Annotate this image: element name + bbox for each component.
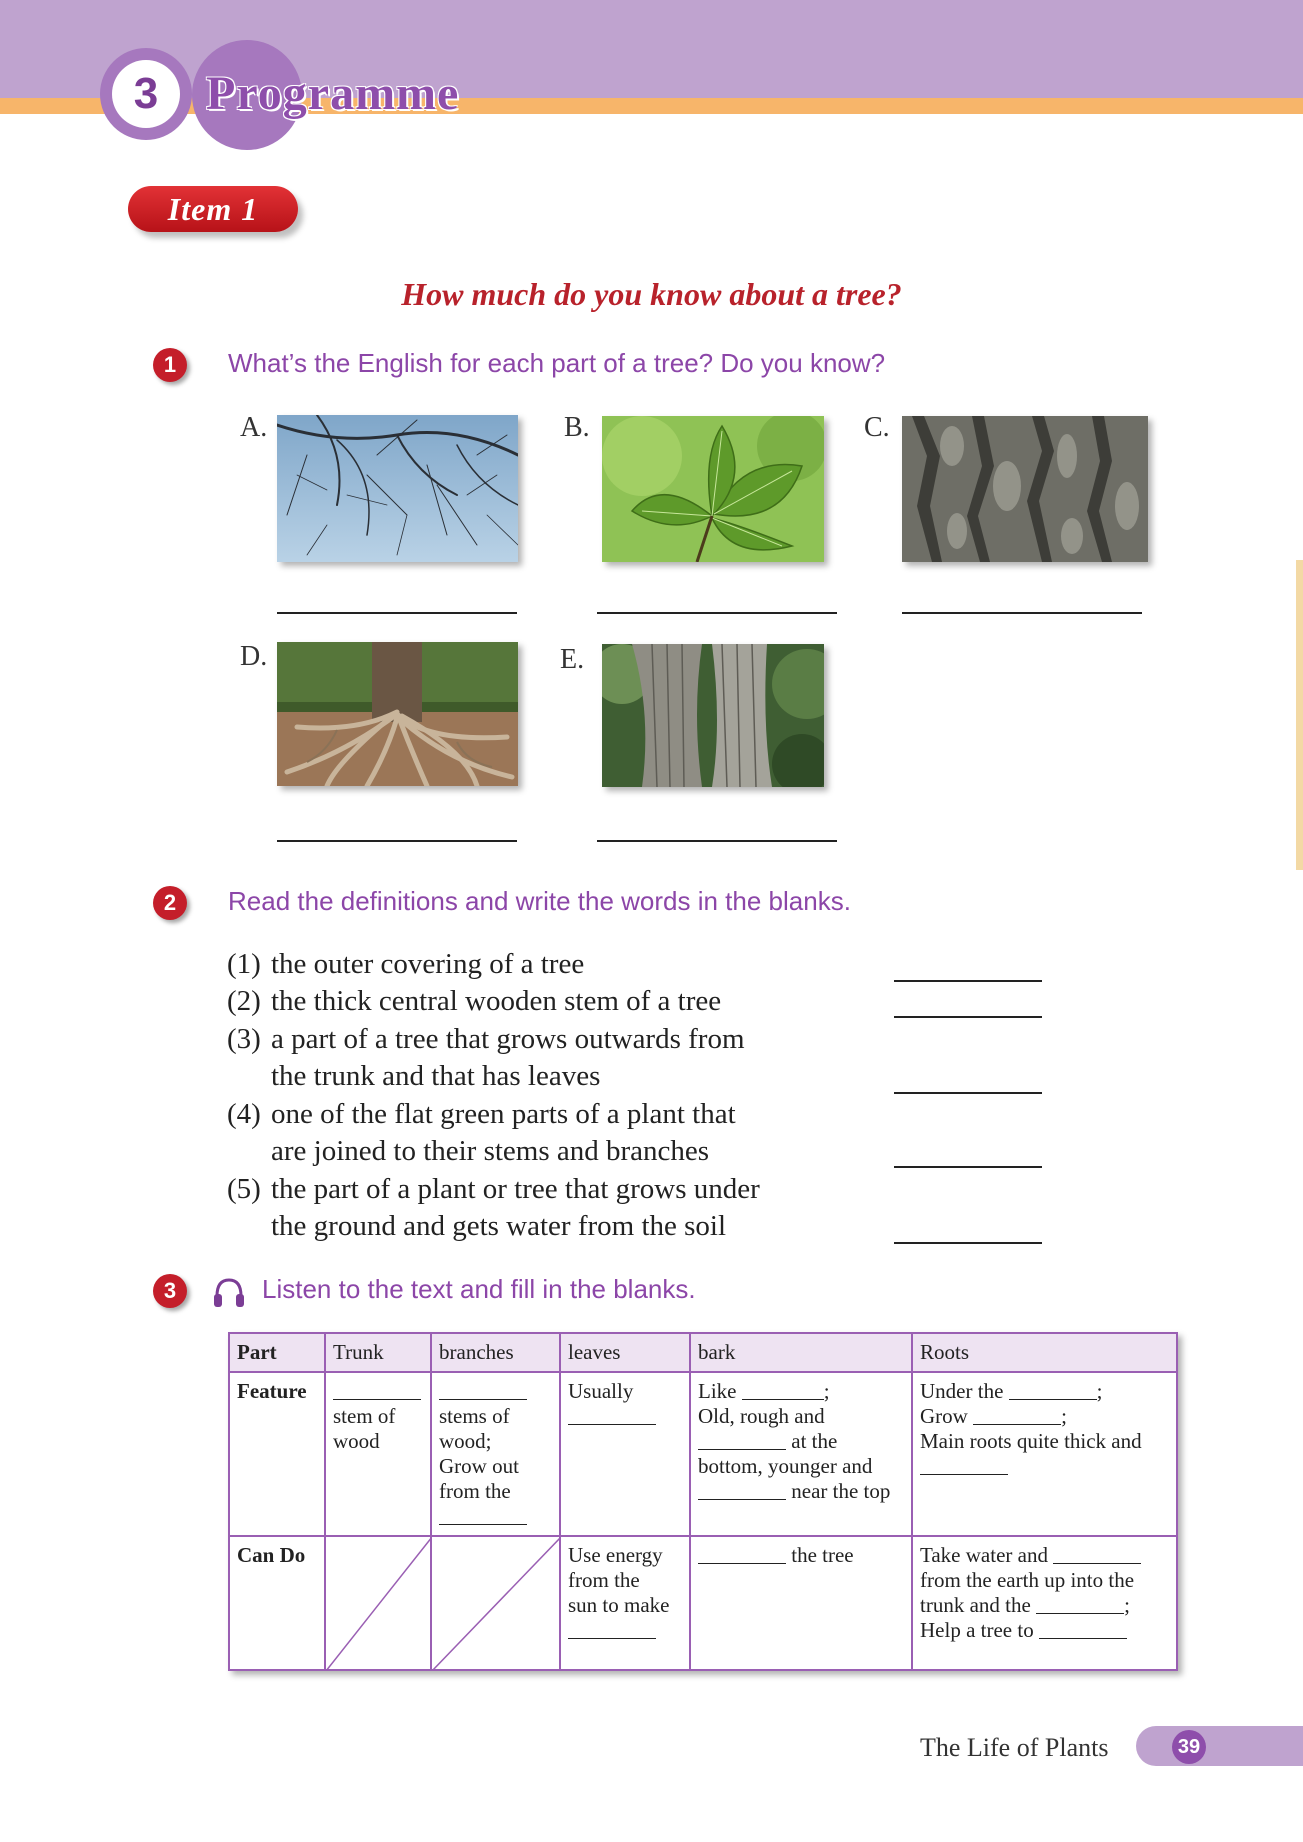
definition-number: (2) [227, 985, 261, 1017]
leaves-photo [602, 416, 824, 562]
header-part: Part [229, 1333, 325, 1372]
definition-number: (1) [227, 948, 261, 980]
trunk-photo [602, 644, 824, 787]
cell-trunk-feature: stem of wood [325, 1372, 431, 1536]
definition-text: one of the flat green parts of a plant that [271, 1098, 736, 1130]
definition-text: the part of a plant or tree that grows under [271, 1173, 760, 1205]
blank[interactable] [333, 1379, 421, 1400]
page-edge-tab [1296, 560, 1303, 870]
answer-blank-c[interactable] [902, 612, 1142, 614]
cell-roots-can-do: Take water and from the earth up into the trunk and the ; Help a tree to [912, 1536, 1177, 1670]
blank[interactable] [698, 1429, 786, 1450]
definition-number: (5) [227, 1173, 261, 1205]
unit-number: 3 [112, 60, 180, 128]
definition-1 [227, 946, 584, 983]
footer-title: The Life of Plants [920, 1733, 1109, 1762]
page-number: 39 [1172, 1730, 1206, 1764]
blank[interactable] [920, 1454, 1008, 1475]
cell-bark-feature: Like ; Old, rough and at the bottom, younger and near the top [690, 1372, 912, 1536]
definition-2 [227, 983, 721, 1020]
blank[interactable] [1036, 1593, 1124, 1614]
definition-text: are joined to their stems and branches [271, 1135, 710, 1167]
section-1-marker: 1 [153, 348, 187, 382]
table-row-can-do [229, 1536, 1177, 1670]
photo-d-label: D. [240, 641, 268, 672]
blank[interactable] [439, 1504, 527, 1525]
definition-text: the trunk and that has leaves [271, 1060, 601, 1092]
header-branches: branches [431, 1333, 560, 1372]
section-2-marker: 2 [153, 886, 187, 920]
photo-e-label: E. [560, 644, 585, 675]
definition-5 [227, 1171, 760, 1245]
blank[interactable] [1053, 1543, 1141, 1564]
definition-3 [227, 1021, 745, 1095]
definition-1-blank[interactable] [894, 980, 1042, 982]
table-row-feature [229, 1372, 1177, 1536]
definition-5-blank[interactable] [894, 1242, 1042, 1244]
page-title: Programme [206, 67, 460, 120]
section-1-instruction: What’s the English for each part of a tree? Do you know? [228, 348, 886, 378]
roots-photo [277, 642, 518, 786]
table-header-row [229, 1333, 1177, 1372]
cell-branches-can-do-empty [431, 1536, 560, 1670]
definition-3-blank[interactable] [894, 1092, 1042, 1094]
blank[interactable] [698, 1543, 786, 1564]
photo-c-label: C. [864, 412, 890, 443]
row-label-can-do: Can Do [229, 1536, 325, 1670]
answer-blank-a[interactable] [277, 612, 517, 614]
branches-photo [277, 415, 518, 562]
blank[interactable] [742, 1379, 824, 1400]
bark-photo [902, 416, 1148, 562]
footer-pill [1136, 1726, 1303, 1766]
definition-text: the thick central wooden stem of a tree [271, 985, 722, 1017]
blank[interactable] [1039, 1618, 1127, 1639]
item-label: Item 1 [128, 186, 298, 232]
headphones-icon [212, 1276, 246, 1315]
section-3-marker: 3 [153, 1274, 187, 1308]
answer-blank-d[interactable] [277, 840, 517, 842]
definition-4 [227, 1096, 736, 1170]
definition-text: the outer covering of a tree [271, 948, 585, 980]
definition-2-blank[interactable] [894, 1016, 1042, 1018]
definition-number: (3) [227, 1023, 261, 1055]
definition-text: a part of a tree that grows outwards from [271, 1023, 745, 1055]
row-label-feature: Feature [229, 1372, 325, 1536]
cell-leaves-feature: Usually [560, 1372, 690, 1536]
definition-text: the ground and gets water from the soil [271, 1210, 727, 1242]
cell-trunk-can-do-empty [325, 1536, 431, 1670]
header-leaves: leaves [560, 1333, 690, 1372]
blank[interactable] [698, 1479, 786, 1500]
cell-branches-feature: stems of wood; Grow out from the [431, 1372, 560, 1536]
answer-blank-e[interactable] [597, 840, 837, 842]
definition-number: (4) [227, 1098, 261, 1130]
definition-4-blank[interactable] [894, 1166, 1042, 1168]
cell-leaves-can-do: Use energy from the sun to make [560, 1536, 690, 1670]
header-roots: Roots [912, 1333, 1177, 1372]
blank[interactable] [1009, 1379, 1097, 1400]
main-question: How much do you know about a tree? [401, 276, 902, 312]
answer-blank-b[interactable] [597, 612, 837, 614]
photo-a-label: A. [240, 412, 268, 443]
section-2-instruction: Read the definitions and write the words in the blanks. [228, 886, 851, 916]
section-3-instruction: Listen to the text and fill in the blanks. [262, 1274, 696, 1304]
blank[interactable] [439, 1379, 527, 1400]
blank[interactable] [568, 1404, 656, 1425]
blank[interactable] [568, 1618, 656, 1639]
cell-bark-can-do: the tree [690, 1536, 912, 1670]
blank[interactable] [973, 1404, 1061, 1425]
cell-roots-feature: Under the ; Grow ; Main roots quite thick and [912, 1372, 1177, 1536]
tree-parts-table [228, 1332, 1178, 1671]
header-trunk: Trunk [325, 1333, 431, 1372]
header-bark: bark [690, 1333, 912, 1372]
photo-b-label: B. [564, 412, 590, 443]
